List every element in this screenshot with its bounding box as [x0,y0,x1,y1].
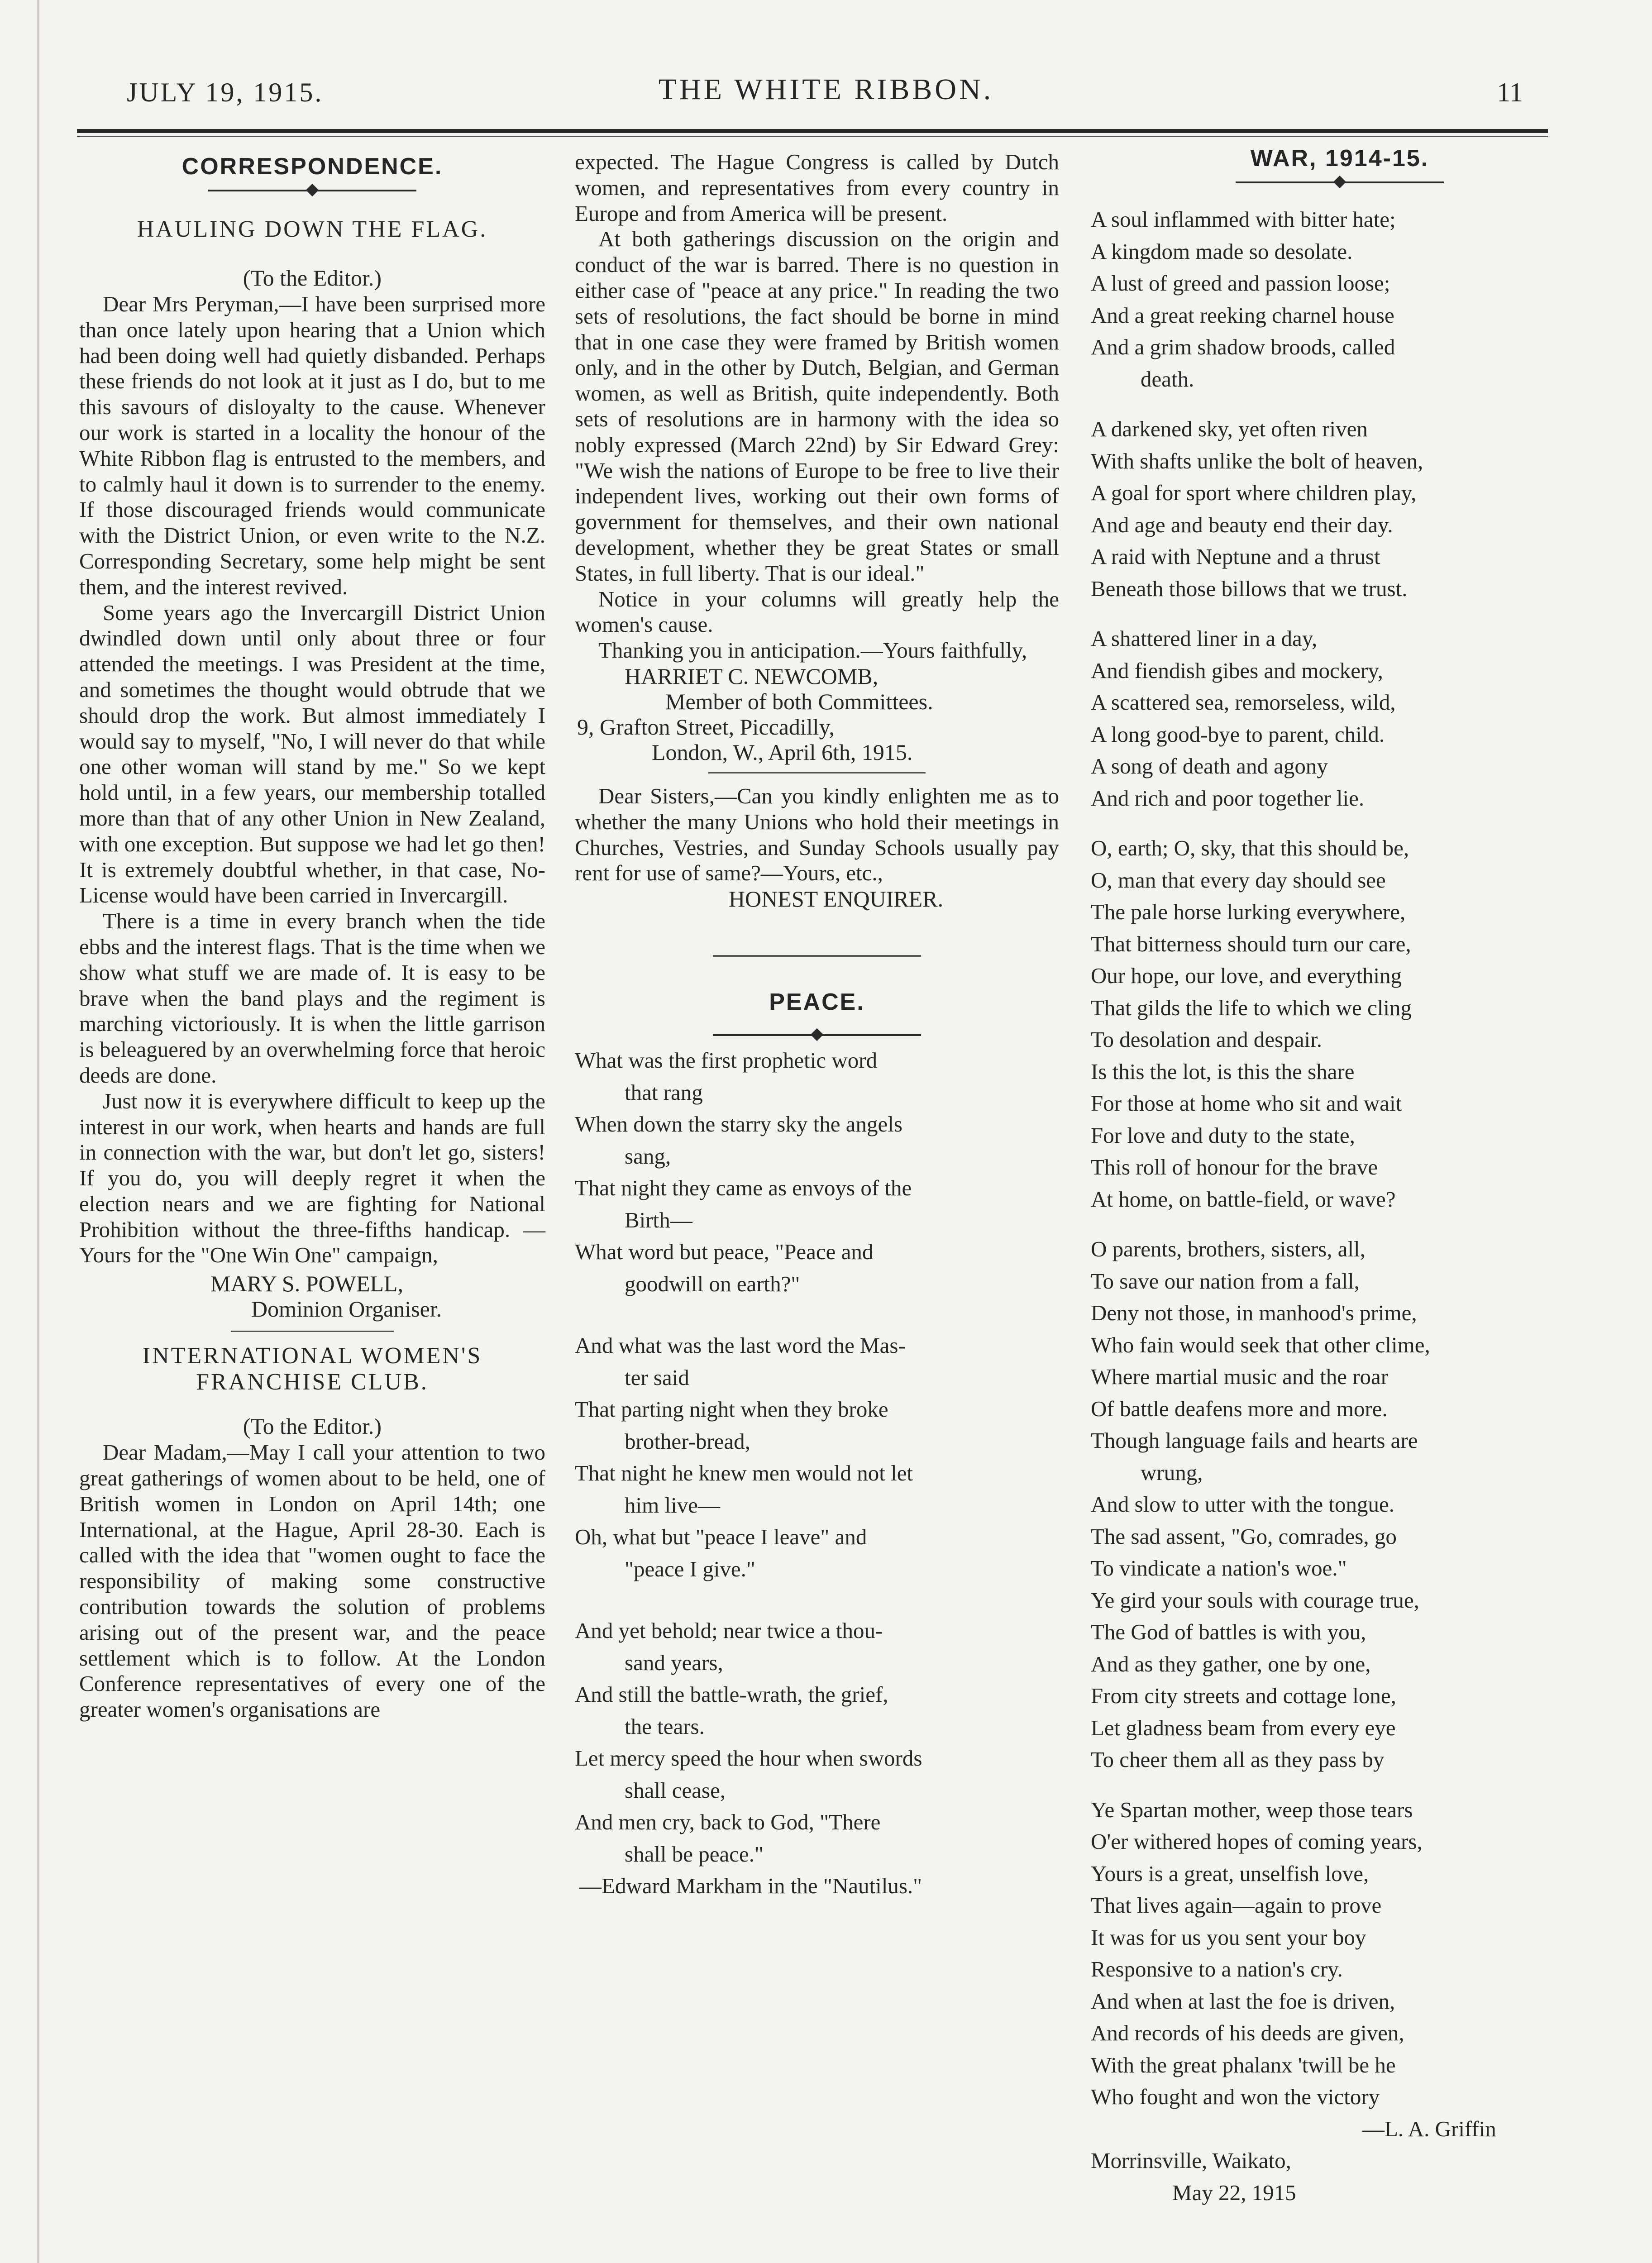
poem-line: What word but peace, "Peace and [575,1239,874,1265]
paragraph: expected. The Hague Congress is called by Dutch women, and representatives from every country in Europe and from America will be present. [575,149,1059,226]
signature-address: 9, Grafton Street, Piccadilly, [577,714,835,740]
issue-date: JULY 19, 1915. [127,77,324,107]
poem-line: That bitterness should turn our care, [1091,931,1411,956]
ornament-divider [208,185,416,196]
poem-line: O'er withered hopes of coming years, [1091,1829,1423,1854]
section-title-war: WAR, 1914-15. [1250,145,1429,172]
letter-title: INTERNATIONAL WOMEN'S [142,1343,482,1369]
poem-line: To save our nation from a fall, [1091,1268,1360,1294]
poem-line: And rich and poor together lie. [1091,785,1365,811]
poem-line: And when at last the foe is driven, [1091,1988,1395,2014]
poem-line: A scattered sea, remorseless, wild, [1091,690,1396,715]
poem-line: At home, on battle-field, or wave? [1091,1186,1396,1212]
divider [231,1331,394,1332]
poem-line: And as they gather, one by one, [1091,1651,1371,1676]
poem-line: Deny not those, in manhood's prime, [1091,1300,1417,1325]
paragraph: Dear Sisters,—Can you kindly enlighten me as to whether the many Unions who hold their meetings in Churches, Vestries, and Sunday Schools usually pay rent for use of same?—Yours, etc., [575,783,1059,886]
paragraph: At both gatherings discussion on the origin and conduct of the war is barred. There is no question in either case of "peace at any price." In reading the two sets of resolutions, the fact should be borne in mind that in one case they were framed by British women only, and in the other by Dutch, Belgian, and German women, as well as British, quite independently. Both sets of resolutions are in harmony with the idea so nobly expressed (March 22nd) by Sir Edward Grey: "We wish the nations of Europe to be free to live their independent lives, working out their own forms of government for themselves, and their own national development, whether they be great States or small States, in full liberty. That is our ideal." [575,226,1059,586]
poem-line: A darkened sky, yet often riven [1091,416,1368,441]
poem-line: O parents, brothers, sisters, all, [1091,1237,1366,1261]
poem-line: The God of battles is with you, [1091,1619,1366,1644]
page-edge [37,0,39,2263]
section-title-peace: PEACE. [769,989,865,1016]
poem-line: A goal for sport where children play, [1091,480,1417,505]
header-rule-thin [77,136,1548,137]
poem-line: And age and beauty end their day. [1091,512,1393,537]
poem-line: Beneath those billows that we trust. [1091,576,1408,601]
ornament-divider [1236,177,1444,187]
enquiry-letter [575,783,1059,886]
poem-line: The sad assent, "Go, comrades, go [1091,1523,1397,1549]
publication-title: THE WHITE RIBBON. [658,73,994,106]
poem-line: And records of his deeds are given, [1091,2020,1404,2045]
poem-line: And men cry, back to God, "There [575,1809,881,1835]
column-1 [79,149,545,1723]
letter-body [79,1440,545,1723]
poem-line: sand years, [625,1650,723,1675]
poem-line: And fiendish gibes and mockery, [1091,658,1383,683]
paragraph: Some years ago the Invercargill District Union dwindled down until only about three or four attended the meetings. I was President at the time, and sometimes the thought would obtrude that we should drop the work. But almost immediately I would say to myself, "No, I will never do that while one other woman will stand by me." So we kept hold until, in a few years, our membership totalled more than that of any other Union in New Zealand, with one exception. But suppose we had let go then! It is extremely doubtful whether, in that case, No-License would have been carried in Invercargill. [79,600,545,908]
poem-line: That night he knew men would not let [575,1461,913,1486]
signature-address-2: London, W., April 6th, 1915. [652,739,913,765]
divider [708,772,926,773]
poem-line: A kingdom made so desolate. [1091,239,1353,264]
poem-line: goodwill on earth?" [625,1271,800,1296]
stanza-gap [1091,1215,1589,1233]
letter-title: HAULING DOWN THE FLAG. [137,216,488,242]
poem-line: Ye gird your souls with courage true, [1091,1587,1419,1613]
poem-line: A lust of greed and passion loose; [1091,271,1390,296]
poem-line: And slow to utter with the tongue. [1091,1492,1394,1517]
poem-line: To vindicate a nation's woe." [1091,1556,1347,1580]
paragraph: Dear Madam,—May I call your attention to two great gatherings of women about to be held, one of British women in London on April 14th; one International, at the Hague, April 28-30. Each is called with the idea that "women ought to face the responsibility of making some constructive contribution towards the solution of problems arising out of the present war, and the peace settlement which is to follow. At the London Conference representatives of every one of the greater women's organisations are [79,1440,545,1722]
section-title-correspondence: CORRESPONDENCE. [181,153,443,180]
poem-line: What was the first prophetic word [575,1048,878,1073]
poem-line: Our hope, our love, and everything [1091,963,1402,988]
poem-line: Oh, what but "peace I leave" and [575,1524,867,1550]
poem-line: Where martial music and the roar [1091,1364,1389,1389]
poem-line: Let gladness beam from every eye [1091,1715,1396,1740]
poem-line: the tears. [625,1714,705,1739]
poem-line: With shafts unlike the bolt of heaven, [1091,448,1423,473]
poem-credit: —Edward Markham in the "Nautilus." [579,1873,922,1899]
poem-line: For those at home who sit and wait [1091,1091,1402,1116]
poem-line: And still the battle-wrath, the grief, [575,1682,888,1707]
poem-line: And a great reeking charnel house [1091,302,1394,328]
poem-line: Ye Spartan mother, weep those tears [1091,1797,1413,1822]
poem-line: Who fought and won the victory [1091,2084,1380,2109]
poem-line: With the great phalanx 'twill be he [1091,2052,1396,2077]
signature-name: HONEST ENQUIRER. [729,886,944,912]
signature-name: HARRIET C. NEWCOMB, [625,663,879,689]
poem-line: ter said [625,1365,689,1390]
poem-line: That gilds the life to which we cling [1091,995,1412,1020]
poem-place: Morrinsville, Waikato, [1091,2148,1291,2173]
poem-line: From city streets and cottage lone, [1091,1683,1396,1708]
letter-body-continued [575,149,1059,664]
signature-title: Member of both Committees. [665,688,933,714]
poem-line: To cheer them all as they pass by [1091,1747,1385,1772]
to-editor-note: (To the Editor.) [243,265,382,291]
paragraph: Thanking you in anticipation.—Yours faithfully, [598,638,1027,663]
stanza-gap [575,1585,1059,1615]
poem-line: O, earth; O, sky, that this should be, [1091,835,1409,860]
poem-line: "peace I give." [625,1556,755,1581]
column-2 [575,149,1059,1902]
poem-line: That lives again—again to prove [1091,1893,1382,1918]
poem-line: A long good-bye to parent, child. [1091,721,1385,747]
poem-line: And a grim shadow broods, called [1091,334,1395,359]
poem-line: Is this the lot, is this the share [1091,1059,1355,1084]
stanza-gap [1091,814,1589,832]
poem-line: wrung, [1141,1460,1203,1485]
poem-line: O, man that every day should see [1091,867,1386,893]
signature-name: MARY S. POWELL, [210,1271,403,1297]
poem-line: sang, [625,1143,671,1169]
poem-date: May 22, 1915 [1172,2180,1296,2205]
stanza-gap [575,1300,1059,1330]
poem-line: A shattered liner in a day, [1091,626,1318,651]
stanza-gap [1091,395,1589,413]
paragraph: Notice in your columns will greatly help the women's cause. [575,586,1059,637]
poem-line: Who fain would seek that other clime, [1091,1332,1430,1357]
poem-peace [575,1045,1059,1870]
poem-line: This roll of honour for the brave [1091,1155,1378,1179]
poem-credit: —L. A. Griffin [1362,2116,1496,2141]
stanza-gap [1091,605,1589,623]
poem-line: him live— [625,1492,720,1518]
poem-line: It was for us you sent your boy [1091,1924,1366,1950]
to-editor-note: (To the Editor.) [243,1413,382,1439]
divider [713,955,921,957]
letter-body [79,291,545,1268]
poem-line: Birth— [625,1207,692,1232]
poem-line: For love and duty to the state, [1091,1122,1355,1148]
column-3 [1091,145,1589,2209]
poem-line: A soul inflammed with bitter hate; [1091,207,1396,232]
poem-line: Let mercy speed the hour when swords [575,1746,922,1771]
poem-line: Of battle deafens more and more. [1091,1396,1388,1421]
poem-line: shall be peace." [625,1841,764,1867]
paragraph: There is a time in every branch when the tide ebbs and the interest flags. That is the time when we show what stuff we are made of. It is easy to be brave when the band plays and the regiment is marching victoriously. It is when the little garrison is beleaguered by an overwhelming force that heroic deeds are done. [79,908,545,1088]
poem-line: And yet behold; near twice a thou- [575,1618,883,1643]
poem-line: That night they came as envoys of the [575,1175,912,1201]
ornament-divider [713,1029,921,1040]
paragraph: Dear Mrs Peryman,—I have been surprised more than once lately upon hearing that a Union which had been doing well had quietly disbanded. Perhaps these friends do not look at it just as I do, but to me this savours of disloyalty to the cause. Whenever our work is started in a locality the honour of the White Ribbon flag is entrusted to the members, and to calmly haul it down is to surrender to the enemy. If those discouraged friends would communicate with the District Union, or even write to the N.Z. Corresponding Secretary, some help might be sent them, and the interest revived. [79,291,545,599]
poem-line: To desolation and despair. [1091,1027,1322,1052]
poem-war [1091,204,1589,2113]
poem-line: brother-bread, [625,1428,750,1454]
paragraph: Just now it is everywhere difficult to keep up the interest in our work, when hearts and hands are full in connection with the war, but don't let go, sisters! If you do, you will deeply regret it when the election nears and we are fighting for National Prohibition without the three-fifths handicap. —Yours for the "One Win One" campaign, [79,1088,545,1268]
poem-line: A raid with Neptune and a thrust [1091,544,1380,569]
poem-line: Yours is a great, unselfish love, [1091,1861,1369,1886]
poem-line: Though language fails and hearts are [1091,1428,1418,1453]
signature-title: Dominion Organiser. [251,1296,442,1322]
poem-line: That parting night when they broke [575,1397,888,1422]
page-number: 11 [1497,77,1523,107]
stanza-gap [1091,1776,1589,1794]
poem-line: shall cease, [625,1777,726,1803]
poem-line: that rang [625,1079,703,1105]
poem-line: death. [1141,366,1194,391]
poem-line: The pale horse lurking everywhere, [1091,899,1406,924]
running-head [0,68,1652,113]
poem-line: Responsive to a nation's cry. [1091,1957,1343,1981]
poem-line: A song of death and agony [1091,754,1328,778]
header-rule [77,129,1548,133]
letter-title-line-2: FRANCHISE CLUB. [196,1369,429,1395]
poem-line: And what was the last word the Mas- [575,1333,906,1358]
poem-line: When down the starry sky the angels [575,1112,902,1137]
